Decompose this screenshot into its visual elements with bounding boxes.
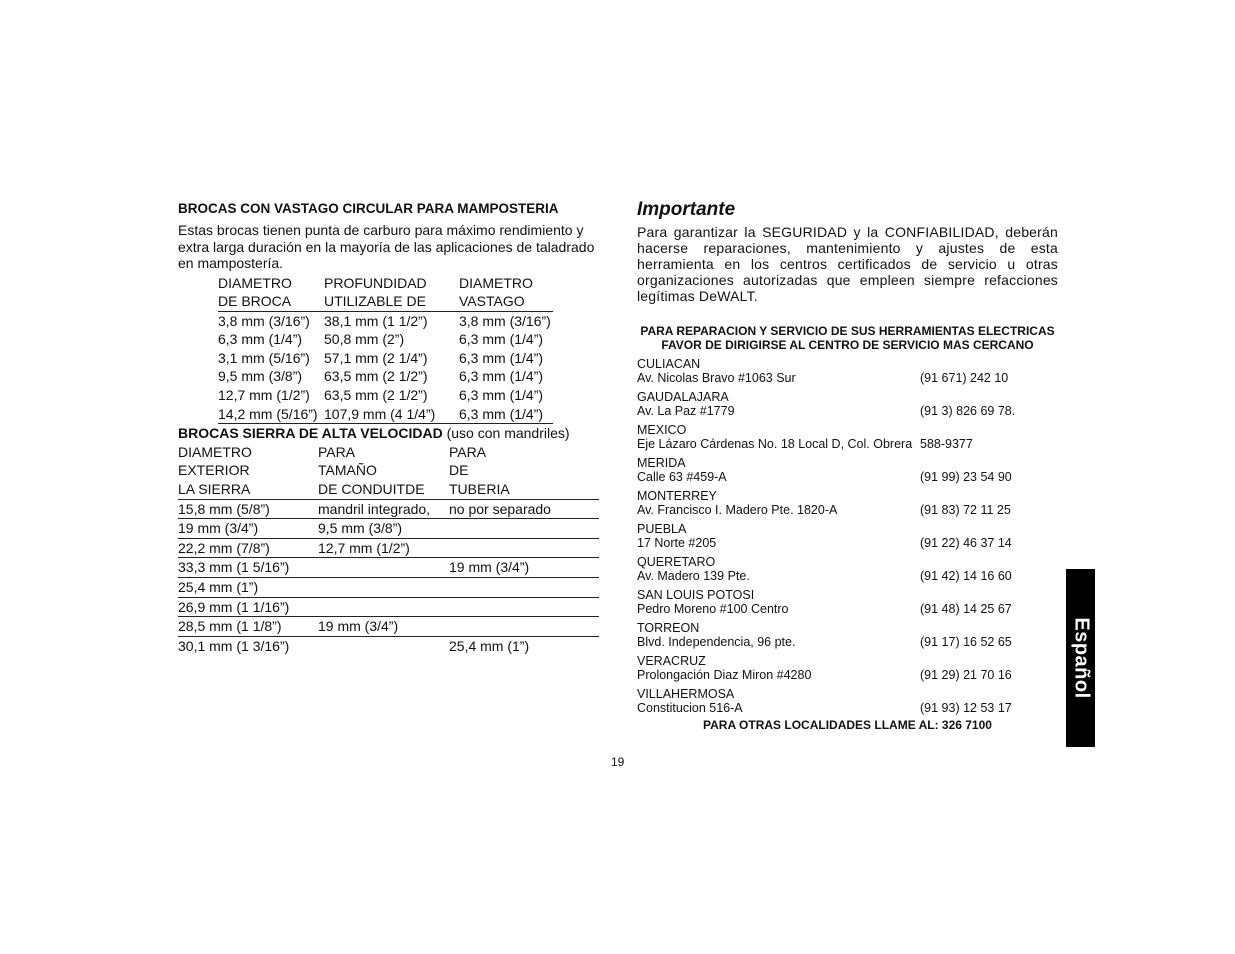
- masonry-bits-intro: Estas brocas tienen punta de carburo para máximo rendimiento y extra larga duración en la mayoría de las aplicaciones de taladrado en mampostería.: [178, 222, 595, 271]
- language-tab: [1066, 569, 1095, 747]
- location-phone: (91 48) 14 25 67: [920, 602, 1012, 616]
- service-location-list: [637, 357, 1058, 715]
- table-header-cell: TUBERIA: [449, 480, 599, 499]
- table-cell: [318, 558, 449, 578]
- table-row: [218, 311, 553, 330]
- list-item: [637, 687, 1058, 715]
- table-cell: 19 mm (3/4”): [318, 617, 449, 637]
- location-address: Pedro Moreno #100 Centro: [637, 602, 789, 616]
- table-cell: 19 mm (3/4”): [178, 519, 318, 539]
- table-row: [178, 597, 599, 617]
- table-cell: 38,1 mm (1 1/2”): [324, 312, 428, 329]
- table-header-cell: DIAMETRO: [178, 443, 252, 460]
- table-row: [218, 405, 553, 424]
- location-phone: (91 3) 826 69 78.: [920, 404, 1016, 418]
- table-header-cell: DE BROCA: [218, 292, 324, 311]
- location-phone: (91 17) 16 52 65: [920, 635, 1012, 649]
- table-cell: 63,5 mm (2 1/2”): [324, 368, 428, 385]
- table-header-row: [218, 274, 553, 293]
- table-cell: 19 mm (3/4”): [449, 558, 599, 578]
- table-header-cell: DIAMETRO: [218, 274, 292, 291]
- table-cell: no por separado: [449, 499, 599, 519]
- location-address: 17 Norte #205: [637, 536, 717, 550]
- table-header-cell: DE: [449, 462, 469, 479]
- location-phone: (91 93) 12 53 17: [920, 701, 1012, 715]
- location-city: MONTERREY: [637, 489, 717, 503]
- table-cell: 25,4 mm (1”): [178, 578, 318, 598]
- table-row: [178, 558, 599, 578]
- hole-saw-table: [178, 443, 599, 656]
- table-header-cell: PARA: [318, 443, 356, 460]
- table-cell: 6,3 mm (1/4”): [459, 405, 553, 424]
- list-item: [637, 555, 1058, 583]
- table-header-cell: DIAMETRO: [459, 274, 533, 291]
- location-phone: (91 99) 23 54 90: [920, 470, 1012, 484]
- table-header-row: [178, 480, 599, 499]
- table-cell: 63,5 mm (2 1/2”): [324, 387, 428, 404]
- table-row: [218, 367, 553, 386]
- table-cell: 28,5 mm (1 1/8”): [178, 617, 318, 637]
- location-city: QUERETARO: [637, 555, 716, 569]
- service-header: PARA REPARACION Y SERVICIO DE SUS HERRAMIENTAS ELECTRICAS FAVOR DE DIRIGIRSE AL CENTRO DE SERVICIO MAS CERCANO: [640, 324, 1055, 352]
- table-cell: 57,1 mm (2 1/4”): [324, 349, 428, 366]
- table-cell: [449, 538, 599, 558]
- table-cell: [318, 597, 449, 617]
- table-cell: 14,2 mm (5/16”): [218, 405, 324, 424]
- location-phone: (91 83) 72 11 25: [920, 503, 1011, 517]
- table-header-cell: DE CONDUITDE: [318, 480, 449, 499]
- important-text: Para garantizar la SEGURIDAD y la CONFIABILIDAD, deberán hacerse reparaciones, mantenimiento y ajustes de esta herramienta en los centros certificados de servicio u otras organizaciones autorizadas que empleen siempre refacciones legítimas DeWALT.: [637, 224, 1058, 304]
- table-cell: 9,5 mm (3/8”): [218, 368, 303, 385]
- table-header-row: [178, 443, 599, 462]
- table-cell: 12,7 mm (1/2”): [218, 387, 310, 404]
- location-phone: (91 671) 242 10: [920, 371, 1009, 385]
- hole-saw-title-bold: BROCAS SIERRA DE ALTA VELOCIDAD: [178, 425, 443, 442]
- list-item: [637, 456, 1058, 484]
- table-cell: 50,8 mm (2”): [324, 331, 405, 348]
- location-address: Av. Nicolas Bravo #1063 Sur: [637, 371, 796, 385]
- table-row: [218, 349, 553, 368]
- left-column: [178, 200, 602, 655]
- table-row: [178, 519, 599, 539]
- table-cell: 3,1 mm (5/16”): [218, 349, 310, 366]
- location-phone: (91 22) 46 37 14: [920, 536, 1012, 550]
- table-cell: [318, 636, 449, 655]
- table-cell: 107,9 mm (4 1/4”): [324, 405, 459, 424]
- table-cell: 22,2 mm (7/8”): [178, 538, 318, 558]
- location-address: Av. La Paz #1779: [637, 404, 735, 418]
- location-city: VILLAHERMOSA: [637, 687, 735, 701]
- list-item: [637, 522, 1058, 550]
- hole-saw-title: [178, 424, 602, 443]
- table-cell: 25,4 mm (1”): [449, 637, 530, 654]
- table-row: [218, 386, 553, 405]
- table-header-cell: TAMAÑO: [318, 462, 377, 479]
- table-header-cell: LA SIERRA: [178, 480, 318, 499]
- location-address: Blvd. Independencia, 96 pte.: [637, 635, 796, 649]
- location-address: Eje Lázaro Cárdenas No. 18 Local D, Col. Obrera: [637, 437, 913, 451]
- page-number: 19: [611, 755, 625, 769]
- location-phone: 588-9377: [920, 437, 973, 451]
- table-header-cell: UTILIZABLE DE: [324, 292, 459, 311]
- location-phone: (91 42) 14 16 60: [920, 569, 1012, 583]
- location-city: MERIDA: [637, 456, 686, 470]
- table-header-cell: EXTERIOR: [178, 462, 250, 479]
- table-cell: 12,7 mm (1/2”): [318, 538, 449, 558]
- table-header-row: [178, 461, 599, 480]
- table-cell: 6,3 mm (1/4”): [459, 387, 544, 404]
- important-title: Importante: [637, 199, 736, 220]
- table-cell: mandril integrado,: [318, 499, 449, 519]
- list-item: [637, 588, 1058, 616]
- table-cell: 6,3 mm (1/4”): [459, 331, 544, 348]
- table-cell: [449, 597, 599, 617]
- location-city: PUEBLA: [637, 522, 687, 536]
- table-header-cell: VASTAGO: [459, 292, 553, 311]
- location-address: Av. Madero 139 Pte.: [637, 569, 750, 583]
- table-header-cell: PARA: [449, 443, 487, 460]
- location-city: MEXICO: [637, 423, 687, 437]
- table-row: [178, 636, 599, 655]
- list-item: [637, 390, 1058, 418]
- location-city: CULIACAN: [637, 357, 701, 371]
- list-item: [637, 423, 1058, 451]
- table-cell: 9,5 mm (3/8”): [318, 519, 449, 539]
- table-row: [218, 330, 553, 349]
- list-item: [637, 621, 1058, 649]
- list-item: [637, 489, 1058, 517]
- location-address: Prolongación Diaz Miron #4280: [637, 668, 812, 682]
- table-row: [178, 499, 599, 519]
- location-address: Av. Francisco I. Madero Pte. 1820-A: [637, 503, 838, 517]
- table-row: [178, 538, 599, 558]
- list-item: [637, 654, 1058, 682]
- location-city: GAUDALAJARA: [637, 390, 729, 404]
- table-cell: [449, 519, 599, 539]
- location-city: VERACRUZ: [637, 654, 706, 668]
- table-cell: 15,8 mm (5/8”): [178, 499, 318, 519]
- location-city: SAN LOUIS POTOSI: [637, 588, 755, 602]
- table-cell: 33,3 mm (1 5/16”): [178, 558, 318, 578]
- table-row: [178, 617, 599, 637]
- table-cell: 6,3 mm (1/4”): [459, 349, 544, 366]
- table-header-cell: PROFUNDIDAD: [324, 274, 427, 291]
- table-cell: [318, 578, 449, 598]
- location-address: Calle 63 #459-A: [637, 470, 727, 484]
- location-phone: (91 29) 21 70 16: [920, 668, 1012, 682]
- hole-saw-title-rest: (uso con mandriles): [442, 425, 570, 442]
- table-cell: 6,3 mm (1/4”): [459, 368, 544, 385]
- table-cell: 3,8 mm (3/16”): [459, 312, 551, 329]
- masonry-bits-table: [218, 274, 553, 425]
- table-cell: 3,8 mm (3/16”): [218, 312, 310, 329]
- list-item: [637, 357, 1058, 385]
- table-cell: 30,1 mm (1 3/16”): [178, 637, 290, 654]
- right-column: [637, 200, 1058, 744]
- table-cell: 26,9 mm (1 1/16”): [178, 597, 318, 617]
- table-cell: [449, 578, 599, 598]
- location-address: Constitucion 516-A: [637, 701, 743, 715]
- masonry-bits-title: BROCAS CON VASTAGO CIRCULAR PARA MAMPOSTERIA: [178, 201, 559, 216]
- table-cell: [449, 617, 599, 637]
- table-cell: 6,3 mm (1/4”): [218, 331, 303, 348]
- table-row: [178, 578, 599, 598]
- service-footer: PARA OTRAS LOCALIDADES LLAME AL: 326 7100: [703, 718, 992, 732]
- location-city: TORREON: [637, 621, 700, 635]
- table-header-row: [218, 292, 553, 311]
- language-tab-label: Español: [1070, 617, 1092, 699]
